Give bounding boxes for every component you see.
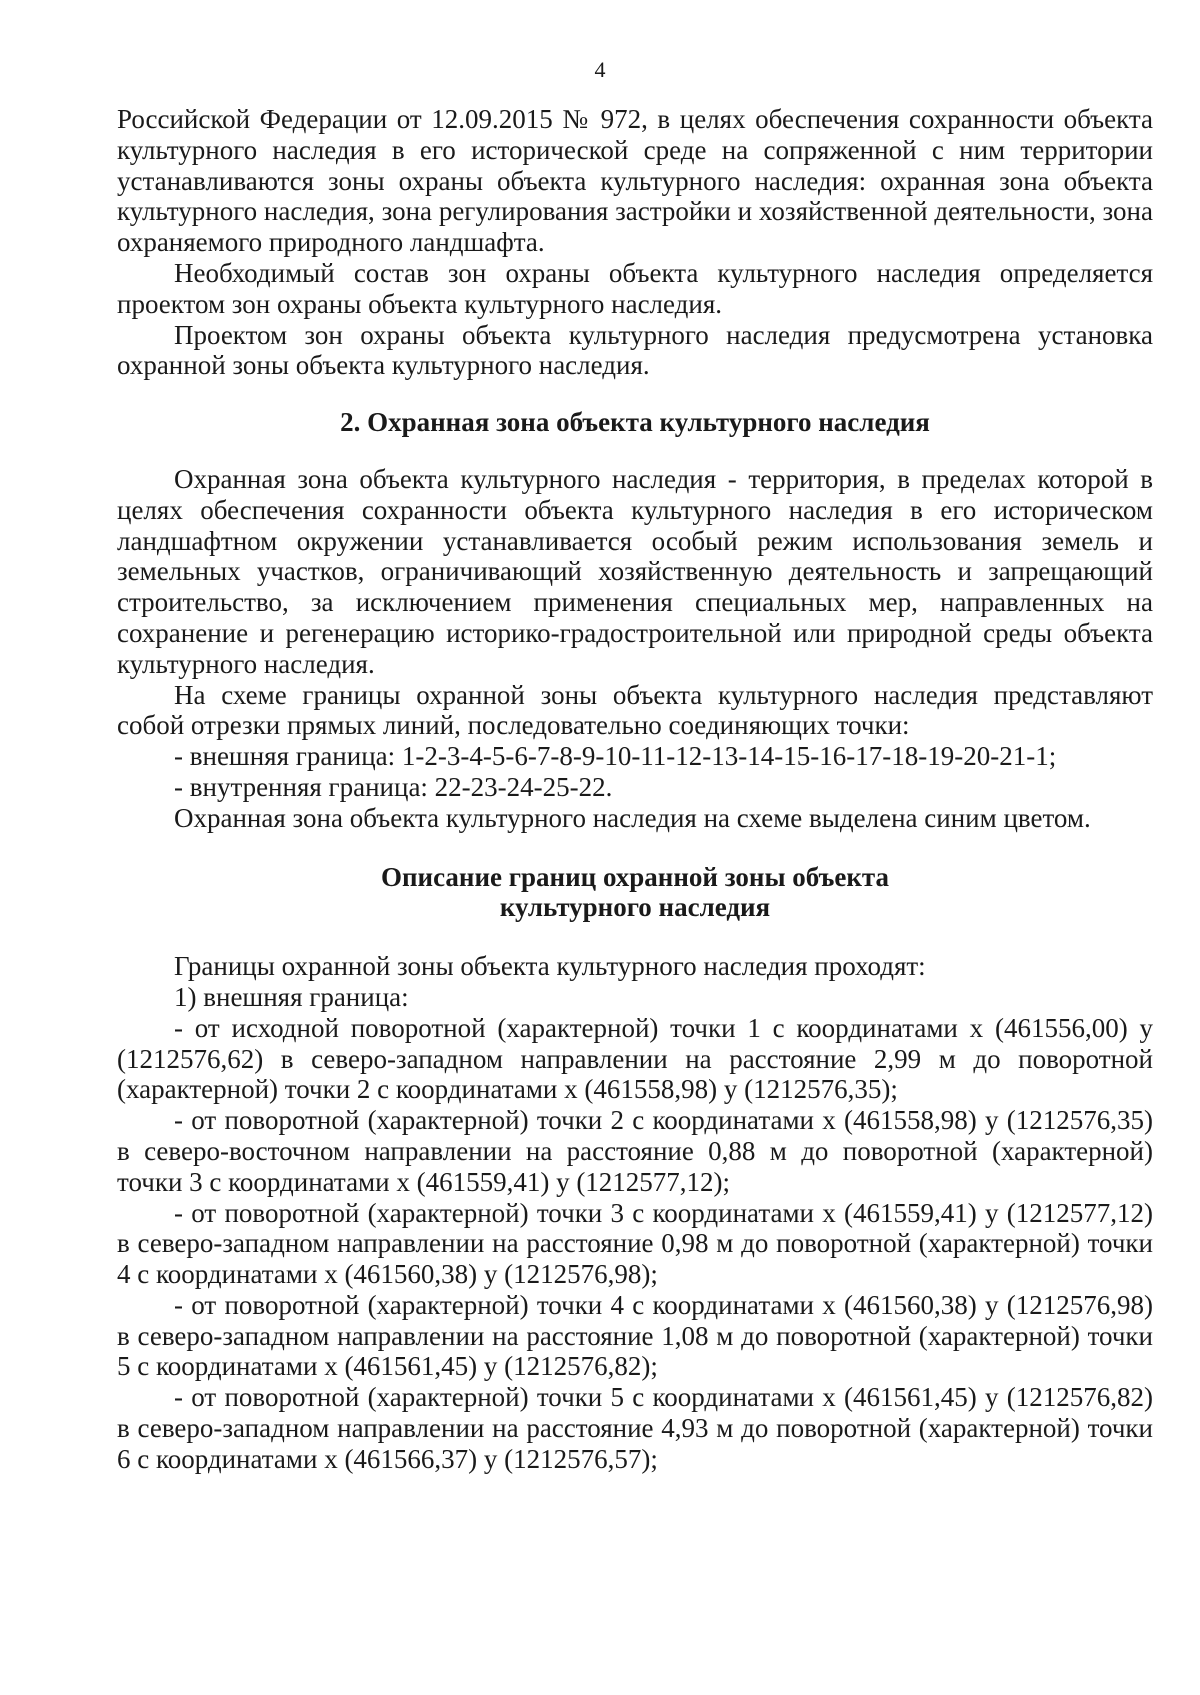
section-heading: 2. Охранная зона объекта культурного наследия [340,407,930,438]
heading-line: Описание границ охранной зоны объекта [380,861,890,892]
section-paragraph: Охранная зона объекта культурного наследия на схеме выделена синим цветом. [174,802,1091,833]
section-paragraph: На схеме границы охранной зоны объекта культурного наследия представляют собой отрезки прямых линий, последовательно соединяющих точки: [117,679,1153,741]
intro-paragraph: Проектом зон охраны объекта культурного наследия предусмотрена установка охранной зоны объекта культурного наследия. [117,319,1153,381]
boundary-segment: - от поворотной (характерной) точки 5 с координатами х (461561,45) у (1212576,82) в северо-западном направлении на расстояние 4,93 м до поворотной (характерной) точки 6 с координатами х (461566,37) у (1212576,57); [117,1382,1153,1474]
inner-boundary-points: - внутренняя граница: 22-23-24-25-22. [174,771,613,802]
page-number: 4 [594,57,606,82]
intro-paragraph-continuation: Российской Федерации от 12.09.2015 № 972, в целях обеспечения сохранности объекта культурного наследия в его исторической среде на сопряженной с ним территории устанавливаются зоны охраны объекта культурного наследия: охранная зона объекта культурного наследия, зона регулирования застройки и хозяйственной деятельности, зона охраняемого природного ландшафта. [117,104,1153,258]
heading-line: культурного наследия [499,892,771,923]
intro-paragraph: Необходимый состав зон охраны объекта культурного наследия определяется проектом зон охраны объекта культурного наследия. [117,257,1153,319]
boundary-segment: - от исходной поворотной (характерной) точки 1 с координатами х (461556,00) у (1212576,62) в северо-западном направлении на расстояние 2,99 м до поворотной (характерной) точки 2 с координатами х (461558,98) у (1212576,35); [117,1012,1153,1105]
boundary-segment: - от поворотной (характерной) точки 2 с координатами х (461558,98) у (1212576,35) в северо-восточном направлении на расстояние 0,88 м до поворотной (характерной) точки 3 с координатами х (461559,41) у (1212577,12); [117,1105,1153,1197]
section-paragraph: Охранная зона объекта культурного наследия - территория, в пределах которой в целях обеспечения сохранности объекта культурного наследия в его историческом ландшафтном окружении устанавливается особый режим использования земель и земельных участков, ограничивающий хозяйственную деятельность и запрещающий строительство, за исключением применения специальных мер, направленных на сохранение и регенерацию историко-градостроительной или природной среды объекта культурного наследия. [117,463,1153,679]
boundary-description-heading [117,862,1153,924]
boundary-segment: - от поворотной (характерной) точки 4 с координатами х (461560,38) у (1212576,98) в северо-западном направлении на расстояние 1,08 м до поворотной (характерной) точки 5 с координатами х (461561,45) у (1212576,82); [117,1289,1153,1382]
boundary-segment: - от поворотной (характерной) точки 3 с координатами х (461559,41) у (1212577,12) в северо-западном направлении на расстояние 0,98 м до поворотной (характерной) точки 4 с координатами х (461560,38) у (1212576,98); [117,1197,1153,1290]
boundary-paragraph: 1) внешняя граница: [174,981,409,1012]
boundary-paragraph: Границы охранной зоны объекта культурного наследия проходят: [174,951,926,982]
document-body [117,104,1153,1475]
outer-boundary-points: - внешняя граница: 1-2-3-4-5-6-7-8-9-10-11-12-13-14-15-16-17-18-19-20-21-1; [174,741,1057,772]
